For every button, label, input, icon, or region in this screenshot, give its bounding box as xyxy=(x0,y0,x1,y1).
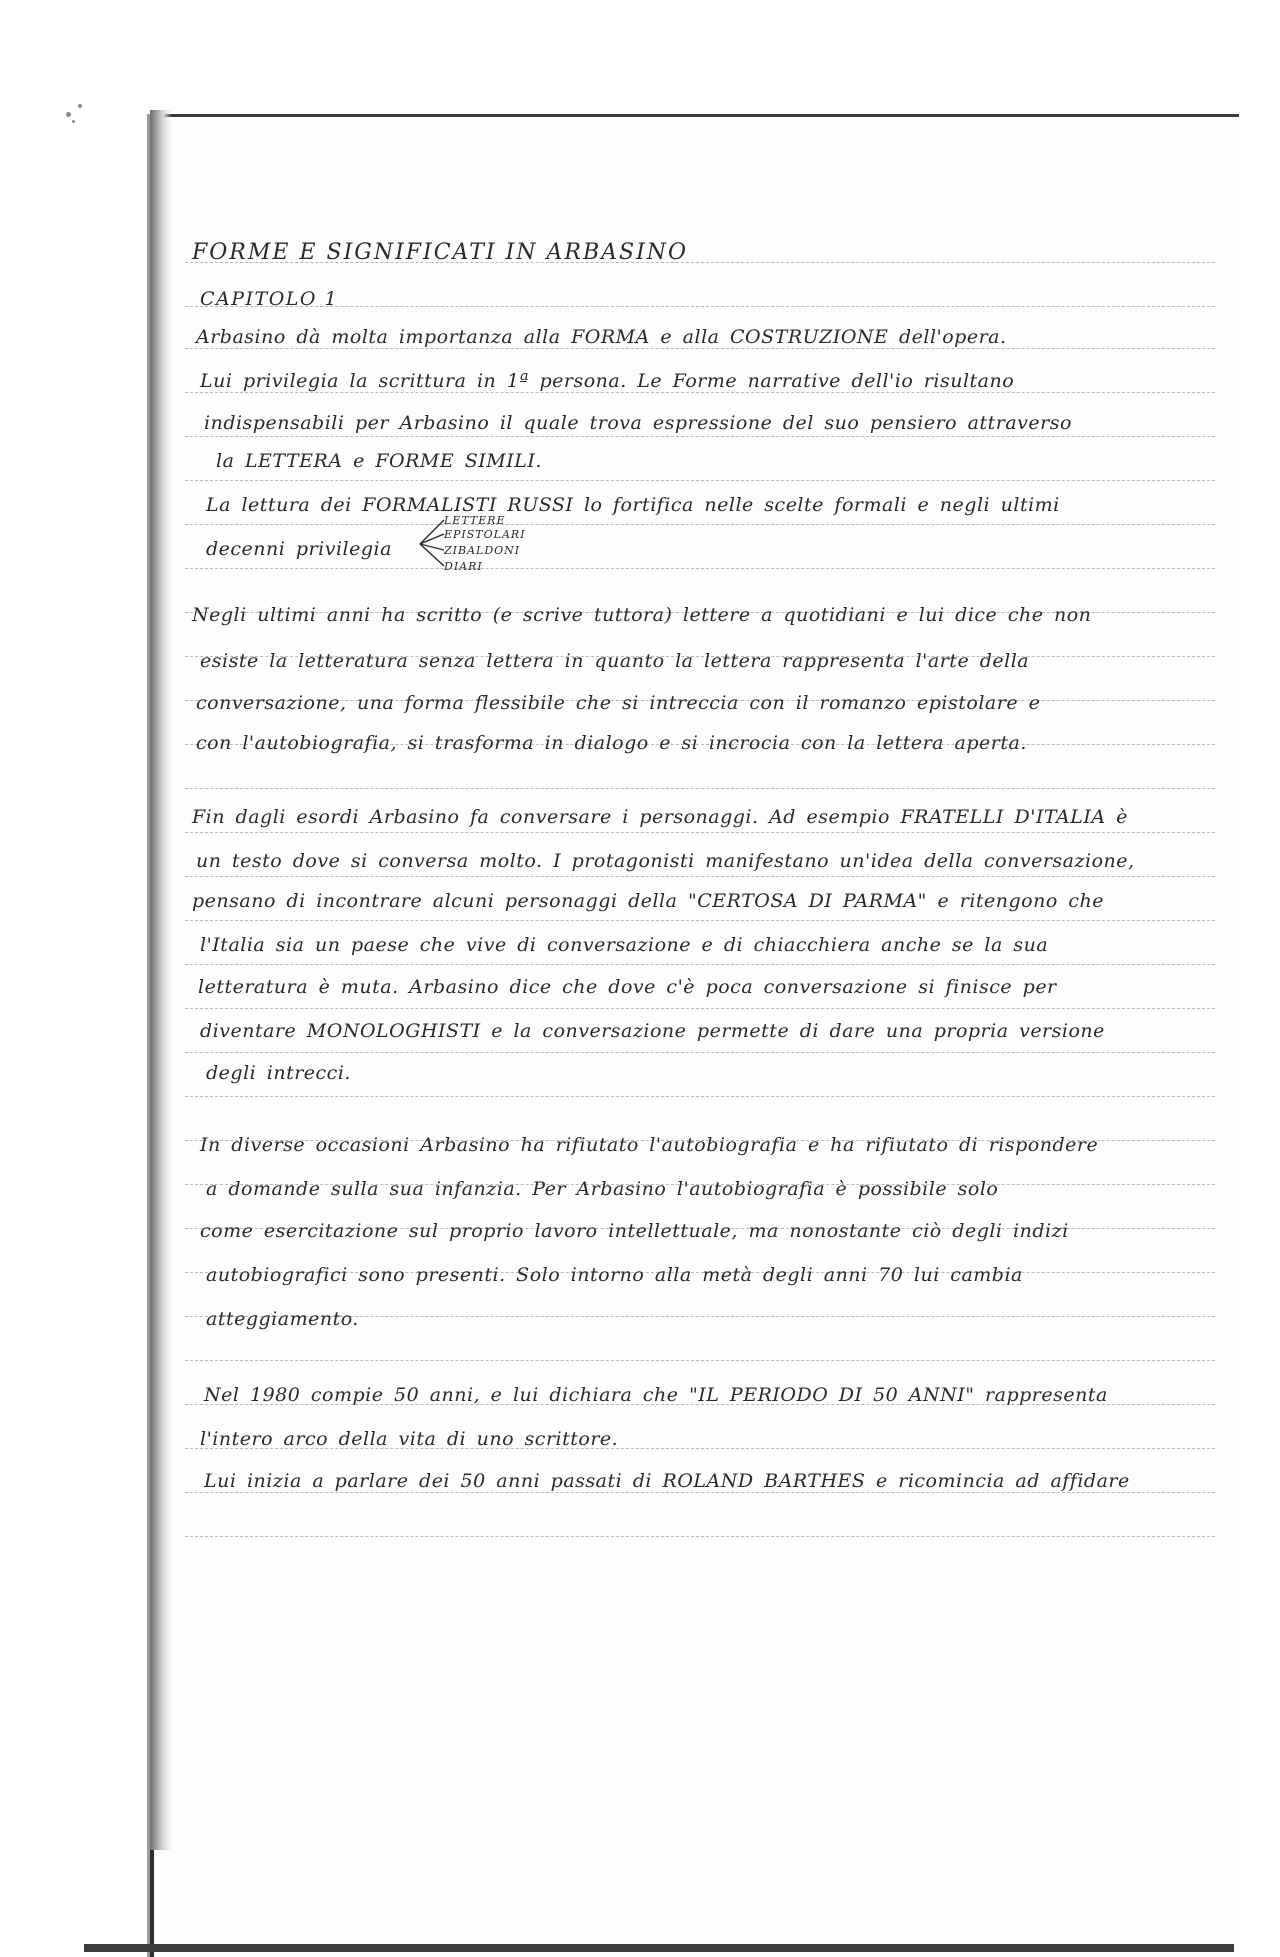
text-line: decenni privilegia xyxy=(206,538,392,560)
text-line: Lui inizia a parlare dei 50 anni passati di ROLAND BARTHES e ricomincia ad affidare xyxy=(204,1470,1130,1492)
branch-item: ZIBALDONI xyxy=(444,544,521,557)
text-line: un testo dove si conversa molto. I protagonisti manifestano un'idea della conversazione, xyxy=(196,850,1135,872)
ruled-line xyxy=(185,392,1215,393)
text-line: In diverse occasioni Arbasino ha rifiutato l'autobiografia e ha rifiutato di rispondere xyxy=(200,1134,1099,1156)
ruled-line xyxy=(185,1360,1215,1361)
scan-speck xyxy=(72,120,75,123)
text-line: degli intrecci. xyxy=(206,1062,351,1084)
ruled-line xyxy=(185,1008,1215,1009)
text-line: atteggiamento. xyxy=(206,1308,359,1330)
branch-diagram xyxy=(418,514,538,574)
text-line: conversazione, una forma flessibile che si intreccia con il romanzo epistolare e xyxy=(196,692,1041,714)
text-line: Fin dagli esordi Arbasino fa conversare i personaggi. Ad esempio FRATELLI D'ITALIA è xyxy=(192,806,1128,828)
ruled-line xyxy=(185,524,1215,525)
ruled-line xyxy=(185,964,1215,965)
ruled-line xyxy=(185,348,1215,349)
ruled-line xyxy=(185,1536,1215,1537)
chapter-heading: CAPITOLO 1 xyxy=(200,288,339,310)
text-line: esiste la letteratura senza lettera in quanto la lettera rappresenta l'arte della xyxy=(200,650,1030,672)
text-line: pensano di incontrare alcuni personaggi della "CERTOSA DI PARMA" e ritengono che xyxy=(192,890,1104,912)
scan-speck xyxy=(78,104,82,108)
ruled-line xyxy=(185,1492,1215,1493)
text-line: la LETTERA e FORME SIMILI. xyxy=(216,450,542,472)
text-line: La lettura dei FORMALISTI RUSSI lo fortifica nelle scelte formali e negli ultimi xyxy=(206,494,1060,516)
text-line: indispensabili per Arbasino il quale trova espressione del suo pensiero attraverso xyxy=(204,412,1072,434)
scan-speck xyxy=(66,112,71,117)
text-line: l'Italia sia un paese che vive di conversazione e di chiacchiera anche se la sua xyxy=(200,934,1049,956)
branch-item: DIARI xyxy=(444,560,483,573)
text-line: come esercitazione sul proprio lavoro intellettuale, ma nonostante ciò degli indizi xyxy=(200,1220,1069,1242)
text-line: l'intero arco della vita di uno scrittore. xyxy=(200,1428,619,1450)
text-line: autobiografici sono presenti. Solo intorno alla metà degli anni 70 lui cambia xyxy=(206,1264,1023,1286)
ruled-line xyxy=(185,436,1215,437)
ruled-line xyxy=(185,876,1215,877)
ruled-line xyxy=(185,306,1215,307)
text-line: Nel 1980 compie 50 anni, e lui dichiara che "IL PERIODO DI 50 ANNI" rappresenta xyxy=(204,1384,1108,1406)
text-line: con l'autobiografia, si trasforma in dialogo e si incrocia con la lettera aperta. xyxy=(196,732,1027,754)
text-line: diventare MONOLOGHISTI e la conversazione permette di dare una propria versione xyxy=(200,1020,1105,1042)
ruled-line xyxy=(185,832,1215,833)
ruled-line xyxy=(185,920,1215,921)
branch-item: EPISTOLARI xyxy=(444,528,526,541)
branch-item: LETTERE xyxy=(444,514,506,527)
notebook-binding-shadow xyxy=(150,110,172,1850)
ruled-line xyxy=(185,568,1215,569)
text-line: Lui privilegia la scrittura in 1ª persona. Le Forme narrative dell'io risultano xyxy=(200,370,1015,392)
ruled-line xyxy=(185,788,1215,789)
text-line: Arbasino dà molta importanza alla FORMA e alla COSTRUZIONE dell'opera. xyxy=(196,326,1007,348)
text-line: a domande sulla sua infanzia. Per Arbasino l'autobiografia è possibile solo xyxy=(206,1178,999,1200)
ruled-line xyxy=(185,480,1215,481)
ruled-line xyxy=(185,1052,1215,1053)
text-line: letteratura è muta. Arbasino dice che dove c'è poca conversazione si finisce per xyxy=(198,976,1057,998)
ruled-line xyxy=(185,1096,1215,1097)
text-line: Negli ultimi anni ha scritto (e scrive tuttora) lettere a quotidiani e lui dice che non xyxy=(192,604,1092,626)
notebook-bottom-edge xyxy=(84,1944,1234,1952)
page-title: FORME E SIGNIFICATI IN ARBASINO xyxy=(192,240,689,265)
